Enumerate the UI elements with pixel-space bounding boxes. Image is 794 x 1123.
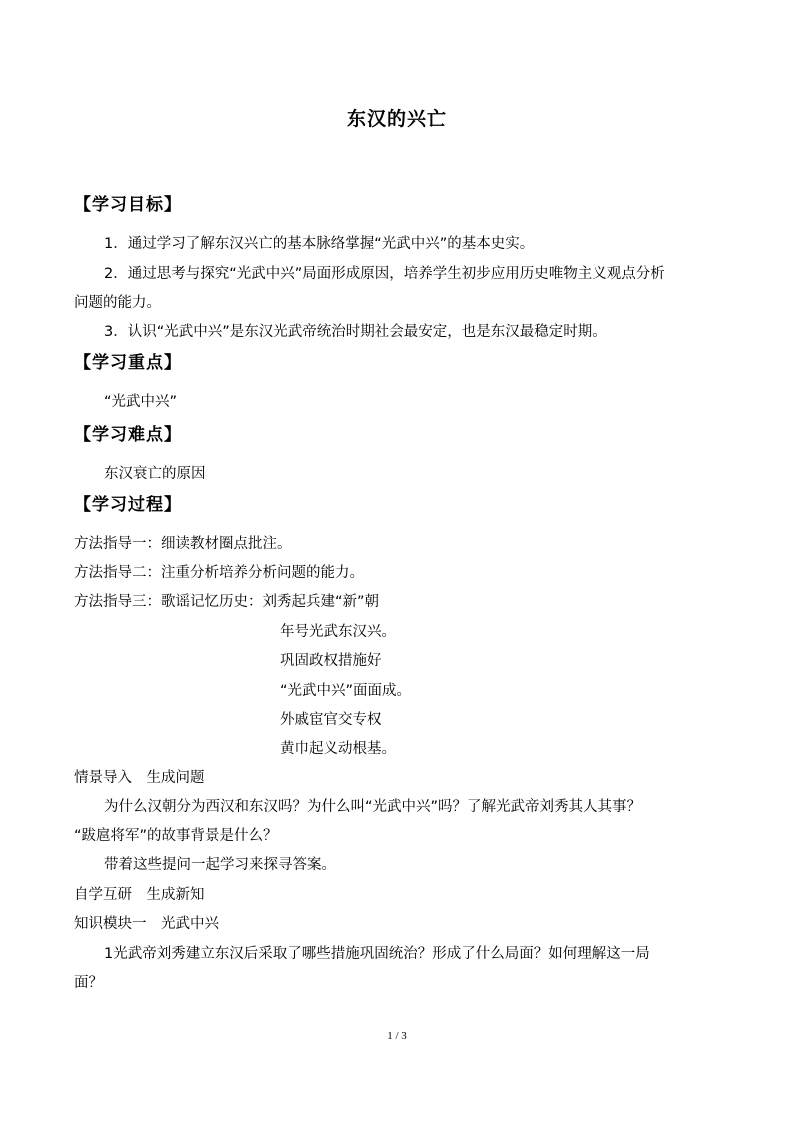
intro-question-3: 带着这些提问一起学习来探寻答案。 xyxy=(104,857,336,873)
page-title: 东汉的兴亡 xyxy=(346,108,447,130)
difficulties-text: 东汉衰亡的原因 xyxy=(104,466,206,482)
self-study-heading: 自学互研 生成新知 xyxy=(74,887,205,903)
heading-key-points: 【学习重点】 xyxy=(74,353,182,373)
method-2: 方法指导二：注重分析培养分析问题的能力。 xyxy=(74,565,364,581)
heading-objectives: 【学习目标】 xyxy=(74,195,182,215)
page-number: 1 / 3 xyxy=(387,1030,407,1042)
song-line-4: “光武中兴”面面成。 xyxy=(280,683,412,699)
objective-1: 1．通过学习了解东汉兴亡的基本脉络掌握“光武中兴”的基本史实。 xyxy=(104,236,535,252)
song-line-5: 外戚宦官交专权 xyxy=(280,712,382,728)
module-1-question-line-1: 1光武帝刘秀建立东汉后采取了哪些措施巩固统治？形成了什么局面？如何理解这一局 xyxy=(104,946,650,962)
module-1-question-line-2: 面？ xyxy=(74,975,103,991)
objective-3: 3．认识“光武中兴”是东汉光武帝统治时期社会最安定，也是东汉最稳定时期。 xyxy=(104,324,607,340)
intro-heading: 情景导入 生成问题 xyxy=(74,770,205,786)
objective-2-cont: 问题的能力。 xyxy=(74,295,161,311)
song-line-6: 黄巾起义动根基。 xyxy=(280,741,396,757)
method-1: 方法指导一：细读教材圈点批注。 xyxy=(74,536,292,552)
method-3: 方法指导三：歌谣记忆历史：刘秀起兵建“新”朝 xyxy=(74,594,380,610)
objective-2: 2．通过思考与探究“光武中兴”局面形成原因，培养学生初步应用历史唯物主义观点分析 xyxy=(104,266,665,282)
song-line-3: 巩固政权措施好 xyxy=(280,653,382,669)
key-points-text: “光武中兴” xyxy=(104,394,178,410)
intro-question-1: 为什么汉朝分为西汉和东汉吗？为什么叫“光武中兴”吗？了解光武帝刘秀其人其事？ xyxy=(104,799,642,815)
song-line-2: 年号光武东汉兴。 xyxy=(280,624,396,640)
heading-process: 【学习过程】 xyxy=(74,495,182,515)
intro-question-2: “跋扈将军”的故事背景是什么？ xyxy=(74,828,278,844)
heading-difficulties: 【学习难点】 xyxy=(74,425,182,445)
module-1-heading: 知识模块一 光武中兴 xyxy=(74,916,219,932)
